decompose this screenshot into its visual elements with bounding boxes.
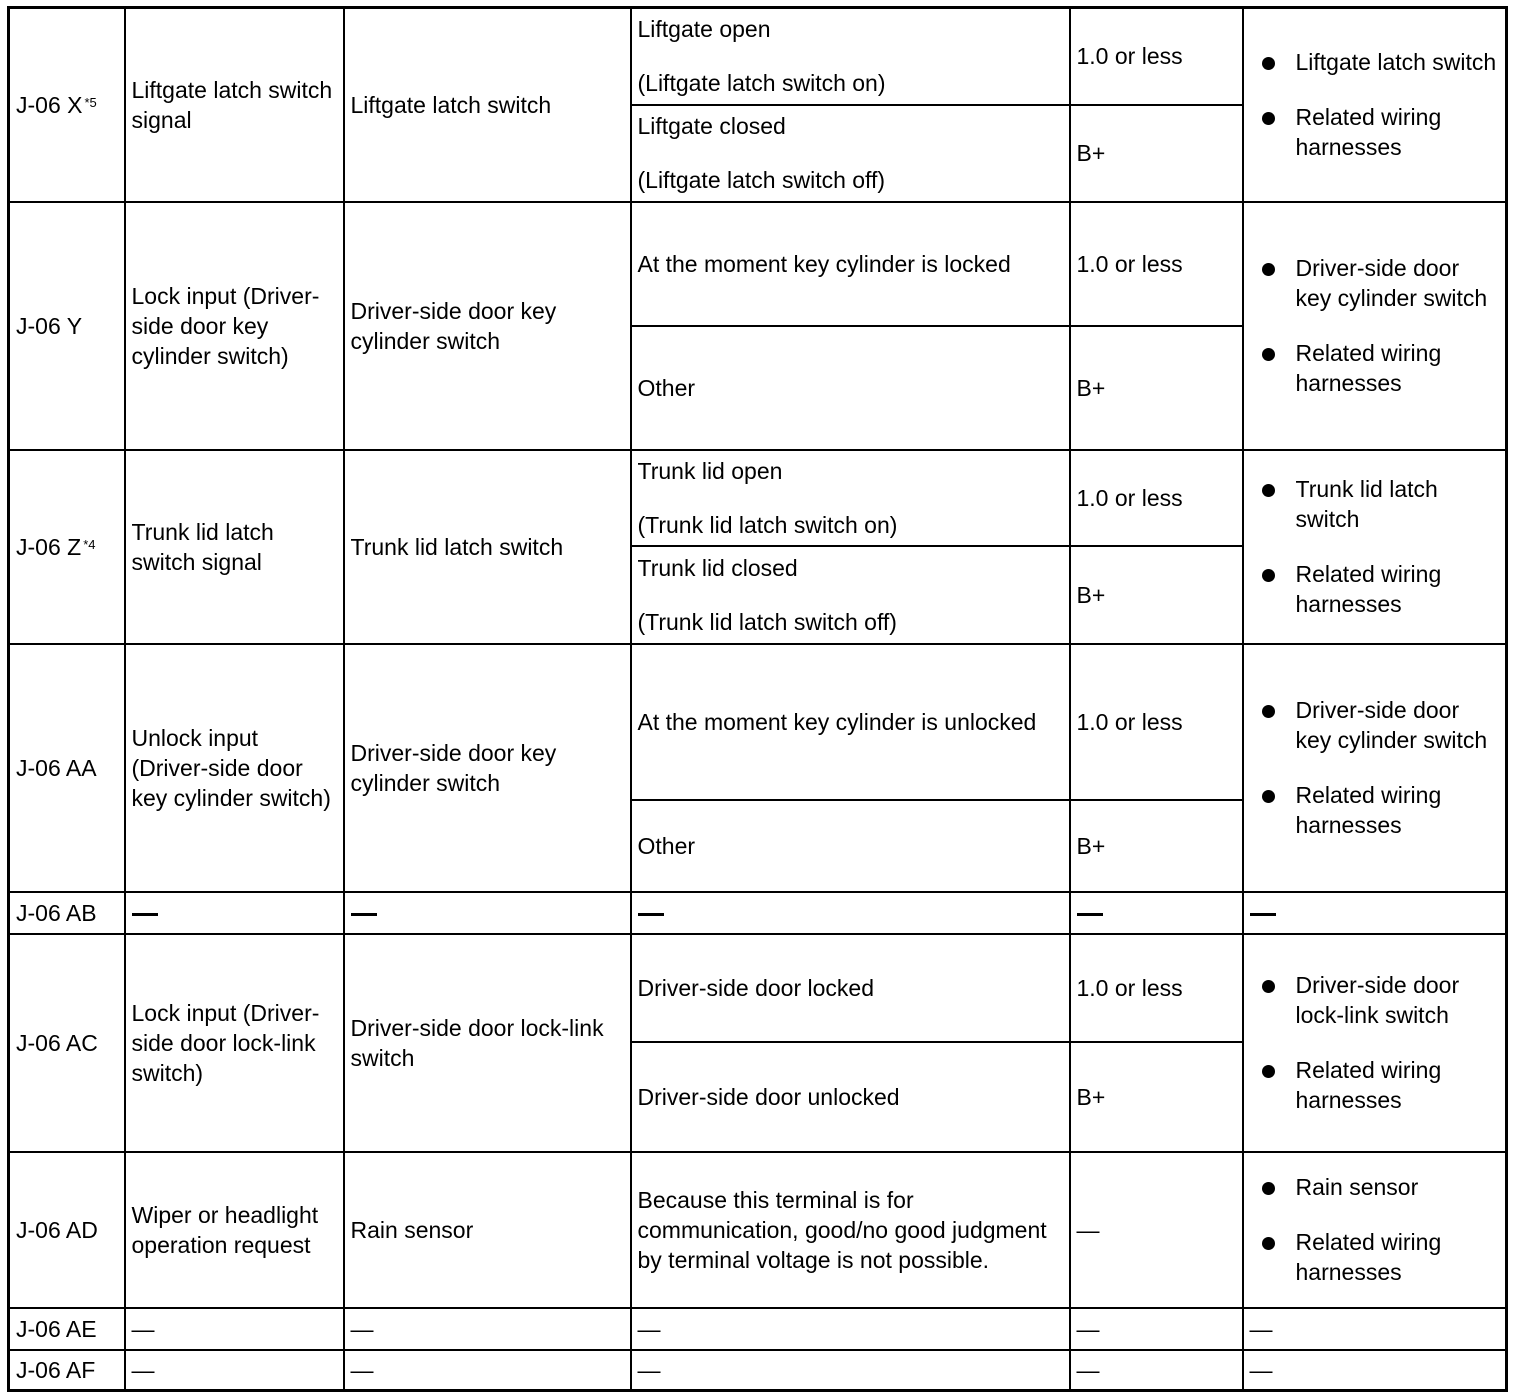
table-row: [9, 1350, 1507, 1391]
table-row: [9, 644, 1507, 800]
list-item: Related wiring harnesses: [1296, 1055, 1500, 1115]
terminal-cell: J-06 AE: [9, 1308, 125, 1350]
empty-cell: —: [344, 1308, 631, 1350]
check-cell: [1243, 1152, 1507, 1308]
list-item: Related wiring harnesses: [1296, 1227, 1500, 1287]
signal-cell: Lock input (Driver-side door lock-link switch): [125, 934, 344, 1152]
condition-cell: Trunk lid closed (Trunk lid latch switch off): [631, 546, 1070, 644]
list-item: Related wiring harnesses: [1296, 102, 1500, 162]
check-cell: [1243, 450, 1507, 644]
list-item: Rain sensor: [1296, 1172, 1500, 1202]
voltage-cell: B+: [1070, 105, 1243, 202]
terminal-cell: J-06 AB: [9, 892, 125, 934]
voltage-cell: 1.0 or less: [1070, 8, 1243, 105]
connected-cell: Liftgate latch switch: [344, 8, 631, 202]
list-item: Related wiring harnesses: [1296, 338, 1500, 398]
condition-cell: Because this terminal is for communication, good/no good judgment by terminal voltage is not possible.: [631, 1152, 1070, 1308]
table-row: [9, 8, 1507, 105]
table-row: [9, 934, 1507, 1042]
condition-cell: Other: [631, 800, 1070, 892]
terminal-cell: J-06 AA: [9, 644, 125, 892]
empty-cell: —: [1243, 1350, 1507, 1391]
voltage-cell: 1.0 or less: [1070, 934, 1243, 1042]
dash: [638, 913, 664, 916]
condition-cell: At the moment key cylinder is unlocked: [631, 644, 1070, 800]
dash: [1250, 913, 1276, 916]
condition-cell: Liftgate open (Liftgate latch switch on): [631, 8, 1070, 105]
condition-cell: Other: [631, 326, 1070, 450]
list-item: Driver-side door lock-link switch: [1296, 970, 1500, 1030]
voltage-cell: B+: [1070, 546, 1243, 644]
table-row: [9, 450, 1507, 546]
check-cell: [1243, 934, 1507, 1152]
empty-cell: [344, 892, 631, 934]
empty-cell: [1070, 892, 1243, 934]
list-item: Related wiring harnesses: [1296, 559, 1500, 619]
terminal-cell: J-06 AD: [9, 1152, 125, 1308]
voltage-cell: 1.0 or less: [1070, 644, 1243, 800]
check-cell: [1243, 644, 1507, 892]
condition-cell: Liftgate closed (Liftgate latch switch off): [631, 105, 1070, 202]
condition-cell: Driver-side door locked: [631, 934, 1070, 1042]
check-cell: [1243, 202, 1507, 450]
voltage-cell: B+: [1070, 1042, 1243, 1152]
empty-cell: —: [1070, 1350, 1243, 1391]
signal-cell: Lock input (Driver-side door key cylinder switch): [125, 202, 344, 450]
signal-cell: Liftgate latch switch signal: [125, 8, 344, 202]
voltage-cell: B+: [1070, 326, 1243, 450]
table-row: [9, 202, 1507, 326]
signal-cell: Wiper or headlight operation request: [125, 1152, 344, 1308]
terminal-voltage-table: [7, 6, 1508, 1392]
empty-cell: —: [631, 1350, 1070, 1391]
terminal-cell: J-06 Z $^{*4}$: [9, 450, 125, 644]
empty-cell: —: [631, 1308, 1070, 1350]
list-item: Related wiring harnesses: [1296, 780, 1500, 840]
voltage-cell: —: [1070, 1152, 1243, 1308]
connected-cell: Driver-side door lock-link switch: [344, 934, 631, 1152]
voltage-cell: 1.0 or less: [1070, 202, 1243, 326]
connected-cell: Rain sensor: [344, 1152, 631, 1308]
terminal-cell: J-06 Y: [9, 202, 125, 450]
voltage-cell: B+: [1070, 800, 1243, 892]
condition-cell: Driver-side door unlocked: [631, 1042, 1070, 1152]
empty-cell: [631, 892, 1070, 934]
table-row: [9, 892, 1507, 934]
dash: [132, 913, 158, 916]
empty-cell: —: [344, 1350, 631, 1391]
list-item: Driver-side door key cylinder switch: [1296, 695, 1500, 755]
signal-cell: Unlock input (Driver-side door key cylinder switch): [125, 644, 344, 892]
empty-cell: —: [1243, 1308, 1507, 1350]
check-cell: [1243, 8, 1507, 202]
table-row: [9, 1308, 1507, 1350]
connected-cell: Trunk lid latch switch: [344, 450, 631, 644]
empty-cell: —: [125, 1350, 344, 1391]
terminal-cell: J-06 AF: [9, 1350, 125, 1391]
connected-cell: Driver-side door key cylinder switch: [344, 202, 631, 450]
signal-cell: Trunk lid latch switch signal: [125, 450, 344, 644]
list-item: Liftgate latch switch: [1296, 47, 1500, 77]
empty-cell: [1243, 892, 1507, 934]
terminal-cell: J-06 AC: [9, 934, 125, 1152]
dash: [1077, 913, 1103, 916]
connected-cell: Driver-side door key cylinder switch: [344, 644, 631, 892]
empty-cell: [125, 892, 344, 934]
terminal-cell: J-06 X $^{*5}$: [9, 8, 125, 202]
list-item: Trunk lid latch switch: [1296, 474, 1500, 534]
list-item: Driver-side door key cylinder switch: [1296, 253, 1500, 313]
table-row: [9, 1152, 1507, 1308]
dash: [351, 913, 377, 916]
empty-cell: —: [125, 1308, 344, 1350]
condition-cell: Trunk lid open (Trunk lid latch switch on): [631, 450, 1070, 546]
condition-cell: At the moment key cylinder is locked: [631, 202, 1070, 326]
voltage-cell: 1.0 or less: [1070, 450, 1243, 546]
empty-cell: —: [1070, 1308, 1243, 1350]
